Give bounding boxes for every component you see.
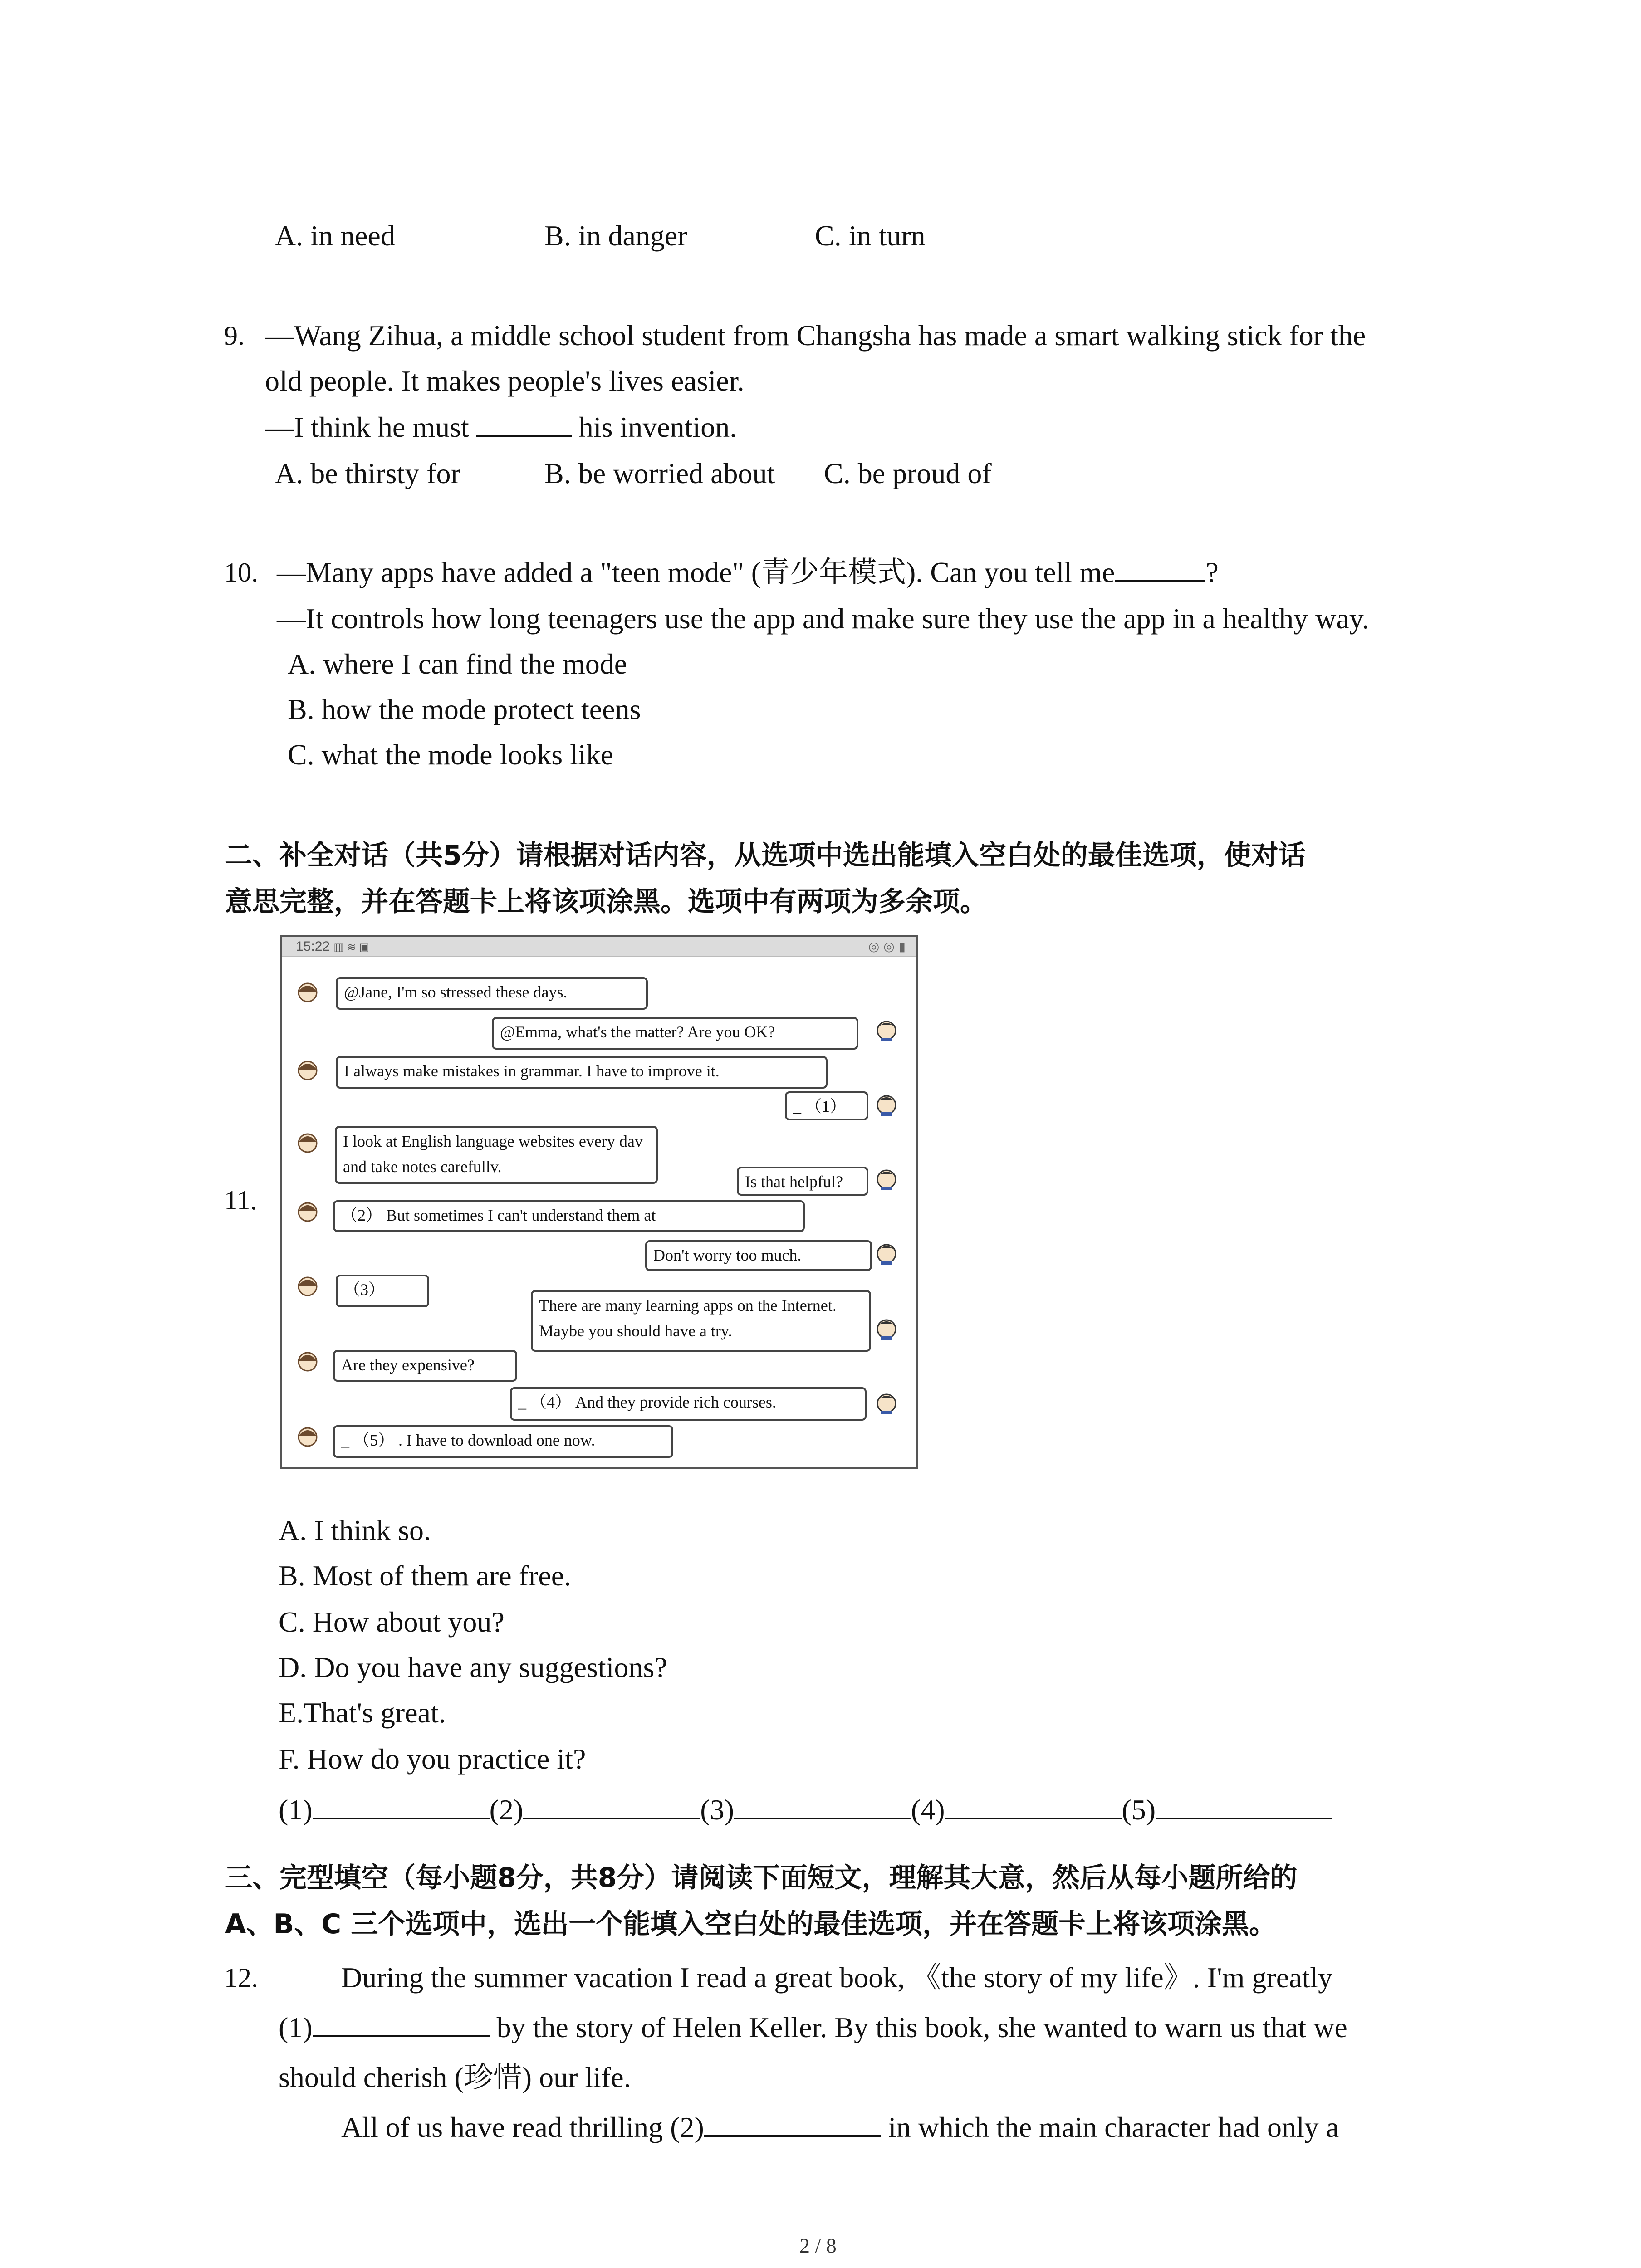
q11-blank-label-2: (2) — [489, 1794, 524, 1826]
chat-message: @Jane, I'm so stressed these days. — [336, 977, 648, 1010]
phone-status-bar — [282, 937, 916, 957]
girl-avatar-icon — [295, 1273, 320, 1298]
q8-option-c: C. in turn — [815, 220, 926, 252]
q11-answer-blank-5[interactable] — [1156, 1790, 1332, 1819]
q12-p1-line1: During the summer vacation I read a great book, 《the story of my life》. I'm greatly — [341, 1961, 1333, 1994]
chat-message: Are they expensive? — [333, 1350, 517, 1382]
q11-answer-blank-1[interactable] — [313, 1790, 490, 1819]
q11-answer-row — [279, 1787, 1332, 1833]
q9-line1: —Wang Zihua, a middle school student from Changsha has made a smart walking stick for the — [265, 319, 1366, 352]
q11-blank-label-4: (4) — [911, 1794, 945, 1826]
chat-blank-4: _ （4） And they provide rich courses. — [510, 1387, 867, 1421]
q9-line2: old people. It makes people's lives easier. — [265, 365, 745, 397]
chat-blank-5: _ （5） . I have to download one now. — [333, 1425, 673, 1458]
q9-option-c: C. be proud of — [824, 457, 992, 489]
q11-number: 11. — [224, 1185, 257, 1215]
q12-number: 12. — [224, 1963, 258, 1993]
q12-p2-line1 — [341, 2105, 1339, 2150]
q12-p1-line2 — [279, 2005, 1347, 2050]
q10-option-c: C. what the mode looks like — [288, 738, 614, 771]
chat-message: @Emma, what's the matter? Are you OK? — [492, 1017, 858, 1050]
q10-line2: —It controls how long teenagers use the app and make sure they use the app in a healthy way. — [277, 602, 1369, 635]
q8-option-b: B. in danger — [544, 220, 687, 252]
section3-heading-line1: 三、完型填空（每小题8分，共8分）请阅读下面短文，理解其大意，然后从每小题所给的 — [225, 1862, 1298, 1894]
chat-message: There are many learning apps on the Internet. Maybe you should have a try. — [531, 1290, 871, 1352]
chat-blank-2: （2） But sometimes I can't understand them at — [333, 1200, 805, 1232]
q11-option-b: B. Most of them are free. — [279, 1559, 572, 1592]
q12-blank-label-1: (1) — [279, 2011, 313, 2043]
q10-line1-pre: —Many apps have added a "teen mode" (青少年模式). Can you tell me — [277, 556, 1115, 588]
boy-avatar-icon — [874, 1315, 899, 1341]
section2-heading-line2: 意思完整，并在答题卡上将该项涂黑。选项中有两项为多余项。 — [225, 886, 987, 918]
chat-blank-3: （3） — [336, 1275, 429, 1307]
q11-blank-label-1: (1) — [279, 1794, 313, 1826]
boy-avatar-icon — [874, 1166, 899, 1191]
q11-answer-blank-3[interactable] — [734, 1790, 911, 1819]
q11-blank-label-5: (5) — [1122, 1794, 1156, 1826]
q12-p1-line2-post: by the story of Helen Keller. By this book, she wanted to warn us that we — [489, 2011, 1347, 2043]
q12-p2-line1-pre: All of us have read thrilling (2) — [341, 2111, 704, 2143]
q12-p1-line3: should cherish (珍惜) our life. — [279, 2061, 631, 2093]
girl-avatar-icon — [295, 1057, 320, 1082]
q10-line1-post: ? — [1205, 556, 1219, 588]
q9-number: 9. — [224, 321, 245, 351]
q9-option-a: A. be thirsty for — [275, 457, 460, 489]
status-icons: ◎ ◎ ▮ — [868, 939, 906, 954]
page-number: 2 / 8 — [799, 2234, 837, 2257]
boy-avatar-icon — [874, 1240, 899, 1266]
q11-option-a: A. I think so. — [279, 1514, 431, 1546]
chat-message: I always make mistakes in grammar. I have to improve it. — [336, 1056, 828, 1089]
q10-answer-blank[interactable] — [1115, 553, 1205, 582]
q9-answer-blank[interactable] — [476, 408, 572, 437]
chat-screenshot — [280, 935, 918, 1469]
q9-line3 — [265, 405, 737, 450]
q11-option-f: F. How do you practice it? — [279, 1743, 586, 1775]
q12-answer-blank-2[interactable] — [704, 2108, 881, 2137]
q9-option-b: B. be worried about — [544, 457, 775, 489]
q11-answer-blank-2[interactable] — [523, 1790, 700, 1819]
q11-option-c: C. How about you? — [279, 1606, 505, 1638]
q12-p2-line1-post: in which the main character had only a — [881, 2111, 1339, 2143]
chat-blank-1: _ （1） — [785, 1091, 868, 1120]
chat-message: I look at English language websites every dav and take notes carefullv. — [335, 1126, 658, 1184]
boy-avatar-icon — [874, 1390, 899, 1415]
boy-avatar-icon — [874, 1017, 899, 1042]
chat-message: Don't worry too much. — [645, 1240, 872, 1271]
q9-line3-pre: —I think he must — [265, 411, 476, 443]
q10-option-b: B. how the mode protect teens — [288, 693, 641, 725]
q10-number: 10. — [224, 557, 258, 587]
section3-heading-line2: A、B、C 三个选项中，选出一个能填入空白处的最佳选项，并在答题卡上将该项涂黑。 — [225, 1908, 1277, 1940]
section2-heading-line1: 二、补全对话（共5分）请根据对话内容，从选项中选出能填入空白处的最佳选项，使对话 — [225, 840, 1306, 871]
q9-line3-post: his invention. — [578, 411, 737, 443]
status-time: 15:22 ▥ ≋ ▣ — [296, 939, 370, 954]
boy-avatar-icon — [874, 1091, 899, 1117]
q12-answer-blank-1[interactable] — [313, 2008, 490, 2037]
q11-blank-label-3: (3) — [700, 1794, 734, 1826]
girl-avatar-icon — [295, 1423, 320, 1449]
girl-avatar-icon — [295, 979, 320, 1004]
girl-avatar-icon — [295, 1129, 320, 1155]
q11-option-d: D. Do you have any suggestions? — [279, 1651, 667, 1683]
q10-option-a: A. where I can find the mode — [288, 648, 627, 680]
girl-avatar-icon — [295, 1348, 320, 1374]
q10-line1 — [277, 550, 1219, 595]
q11-option-e: E.That's great. — [279, 1696, 446, 1729]
q8-option-a: A. in need — [275, 220, 395, 252]
q11-answer-blank-4[interactable] — [945, 1790, 1122, 1819]
girl-avatar-icon — [295, 1198, 320, 1224]
chat-message: Is that helpful? — [737, 1167, 868, 1196]
